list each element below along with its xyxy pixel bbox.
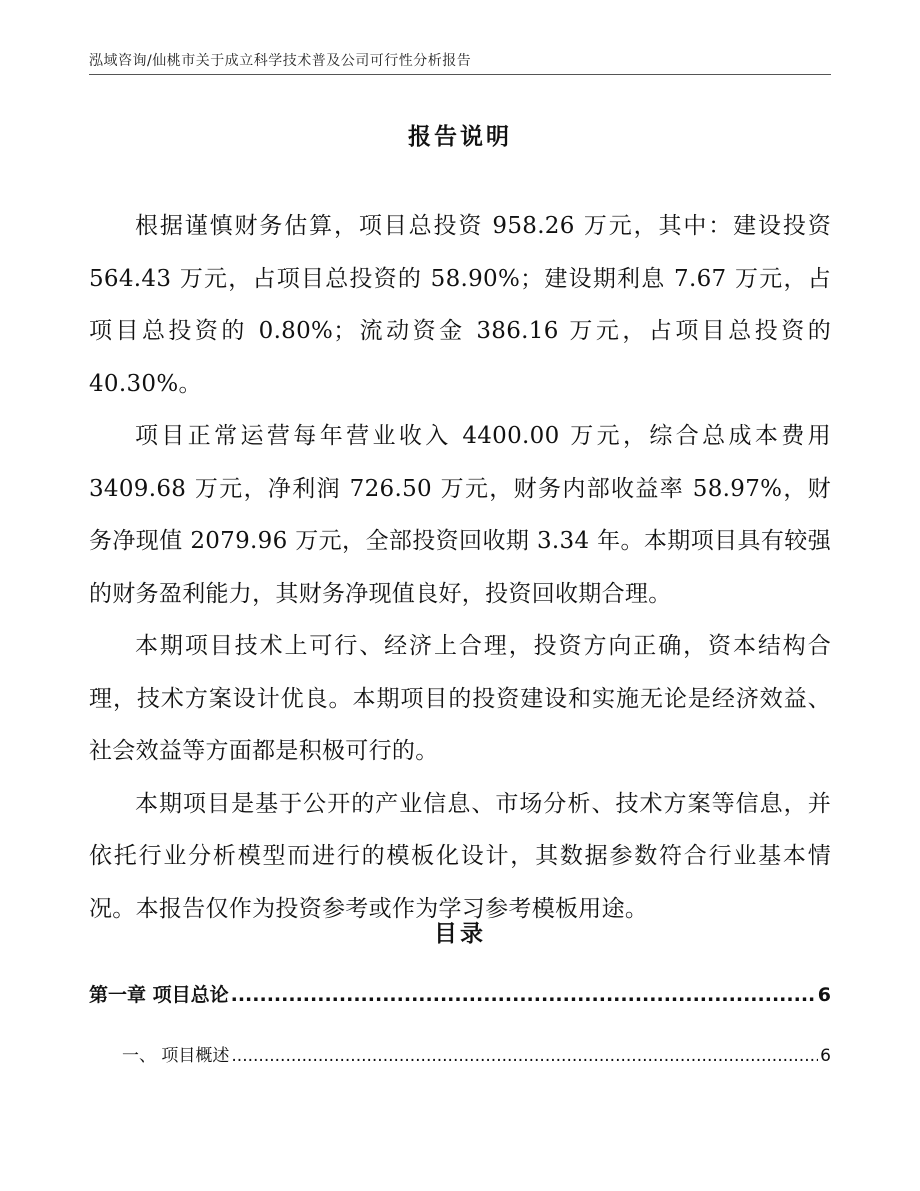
toc-leader-dots (231, 1046, 818, 1066)
toc-entry-page: 6 (817, 984, 831, 1006)
toc-entry-label: 一、 项目概述 (122, 1046, 230, 1066)
toc-entry-chapter-1[interactable] (89, 980, 831, 1007)
toc-leader-dots (231, 984, 816, 1006)
paragraph-revenue: 项目正常运营每年营业收入 4400.00 万元，综合总成本费用 3409.68 万元，净利润 726.50 万元，财务内部收益率 58.97%，财务净现值 2079.96 万元，全部投资回收期 3.34 年。本期项目具有较强的财务盈利能力，其财务净现值良好，投资回收期合理。 (89, 423, 831, 607)
toc-title: 目录 (434, 921, 486, 947)
paragraph-investment: 根据谨慎财务估算，项目总投资 958.26 万元，其中：建设投资 564.43 万元，占项目总投资的 58.90%；建设期利息 7.67 万元，占项目总投资的 0.80%；流动资金 386.16 万元，占项目总投资的 40.30%。 (89, 213, 831, 397)
header-divider (89, 74, 831, 75)
toc-entry-label: 第一章 项目总论 (89, 984, 229, 1006)
toc-entry-page: 6 (820, 1046, 831, 1066)
page-title: 报告说明 (408, 124, 512, 150)
paragraph-disclaimer: 本期项目是基于公开的产业信息、市场分析、技术方案等信息，并依托行业分析模型而进行的模板化设计，其数据参数符合行业基本情况。本报告仅作为投资参考或作为学习参考模板用途。 (89, 790, 831, 922)
paragraph-feasibility: 本期项目技术上可行、经济上合理，投资方向正确，资本结构合理，技术方案设计优良。本期项目的投资建设和实施无论是经济效益、社会效益等方面都是积极可行的。 (89, 633, 831, 764)
toc-entry-section-1[interactable] (122, 1041, 831, 1066)
running-header: 泓域咨询/仙桃市关于成立科学技术普及公司可行性分析报告 (89, 53, 472, 69)
report-body (89, 200, 831, 935)
